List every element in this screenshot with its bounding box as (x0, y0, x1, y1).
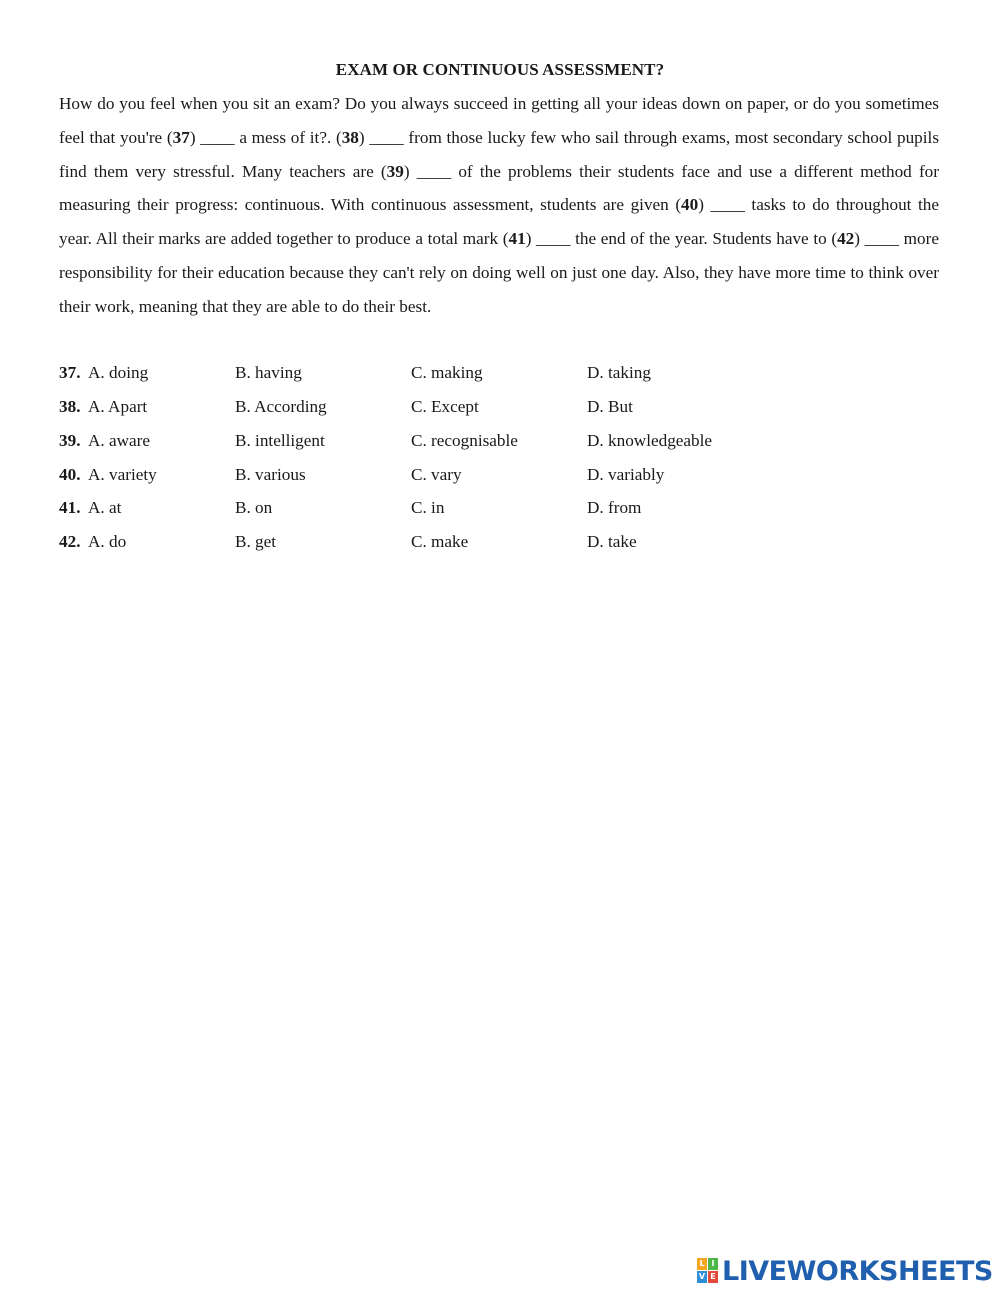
option-d[interactable]: D. But (587, 397, 633, 416)
blank-number-42: 42 (837, 229, 855, 249)
option-b[interactable]: B. having (235, 363, 302, 382)
option-c[interactable]: C. make (411, 532, 469, 551)
option-a[interactable]: A. at (88, 498, 122, 517)
option-c[interactable]: C. recognisable (411, 431, 518, 450)
passage-text: ) ____ more responsibility for their education because they can't rely on doing well on just one day. Also, they have more time to think over their work, meaning that they are able to do their best. (59, 229, 939, 316)
option-c[interactable]: C. in (411, 498, 445, 517)
option-c[interactable]: C. vary (411, 465, 462, 484)
question-number: 40. (59, 465, 81, 484)
passage-text: ) ____ of the problems their students face and use a different method for measuring their progress: continuous. With continuous assessment, students are given ( (59, 161, 939, 215)
blank-number-38: 38 (341, 127, 359, 147)
option-a[interactable]: A. variety (88, 465, 157, 484)
option-b[interactable]: B. on (235, 498, 273, 517)
blank-number-37: 37 (172, 127, 190, 147)
passage-text: ) ____ tasks to do throughout the year. All their marks are added together to produce a total mark ( (59, 195, 939, 249)
option-b[interactable]: B. get (235, 532, 277, 551)
option-d[interactable]: D. take (587, 532, 637, 551)
passage-text: ) ____ the end of the year. Students have to ( (525, 229, 838, 249)
option-a[interactable]: A. doing (88, 363, 149, 382)
option-a[interactable]: A. aware (88, 431, 151, 450)
option-d[interactable]: D. variably (587, 465, 665, 484)
option-c[interactable]: C. Except (411, 397, 479, 416)
passage-text: How do you feel when you sit an exam? Do you always succeed in getting all your ideas down on paper, or do you sometimes feel that you're ( (59, 94, 939, 147)
option-b[interactable]: B. According (235, 397, 327, 416)
passage-text: ) ____ a mess of it?. ( (189, 127, 342, 147)
option-a[interactable]: A. Apart (88, 397, 148, 416)
question-number: 42. (59, 532, 81, 551)
question-number: 41. (59, 498, 81, 517)
option-d[interactable]: D. taking (587, 363, 651, 382)
option-d[interactable]: D. knowledgeable (587, 431, 713, 450)
question-number: 39. (59, 431, 81, 450)
logo-mark-icon: L I V E (697, 1258, 719, 1284)
question-number: 38. (59, 397, 81, 416)
option-b[interactable]: B. intelligent (235, 431, 325, 450)
passage-text: ) ____ from those lucky few who sail through exams, most secondary school pupils find them very stressful. Many teachers are ( (59, 127, 940, 181)
liveworksheets-logo (697, 1255, 993, 1287)
option-c[interactable]: C. making (411, 363, 483, 382)
blank-number-39: 39 (386, 161, 404, 181)
blank-number-40: 40 (681, 195, 699, 215)
option-b[interactable]: B. various (235, 465, 306, 484)
logo-text: LIVEWORKSHEETS (722, 1255, 993, 1287)
blank-number-41: 41 (508, 229, 526, 249)
page-title: EXAM OR CONTINUOUS ASSESSMENT? (335, 60, 665, 79)
option-d[interactable]: D. from (587, 498, 642, 517)
question-number: 37. (59, 363, 81, 382)
option-a[interactable]: A. do (88, 532, 127, 551)
reading-passage (59, 87, 939, 324)
